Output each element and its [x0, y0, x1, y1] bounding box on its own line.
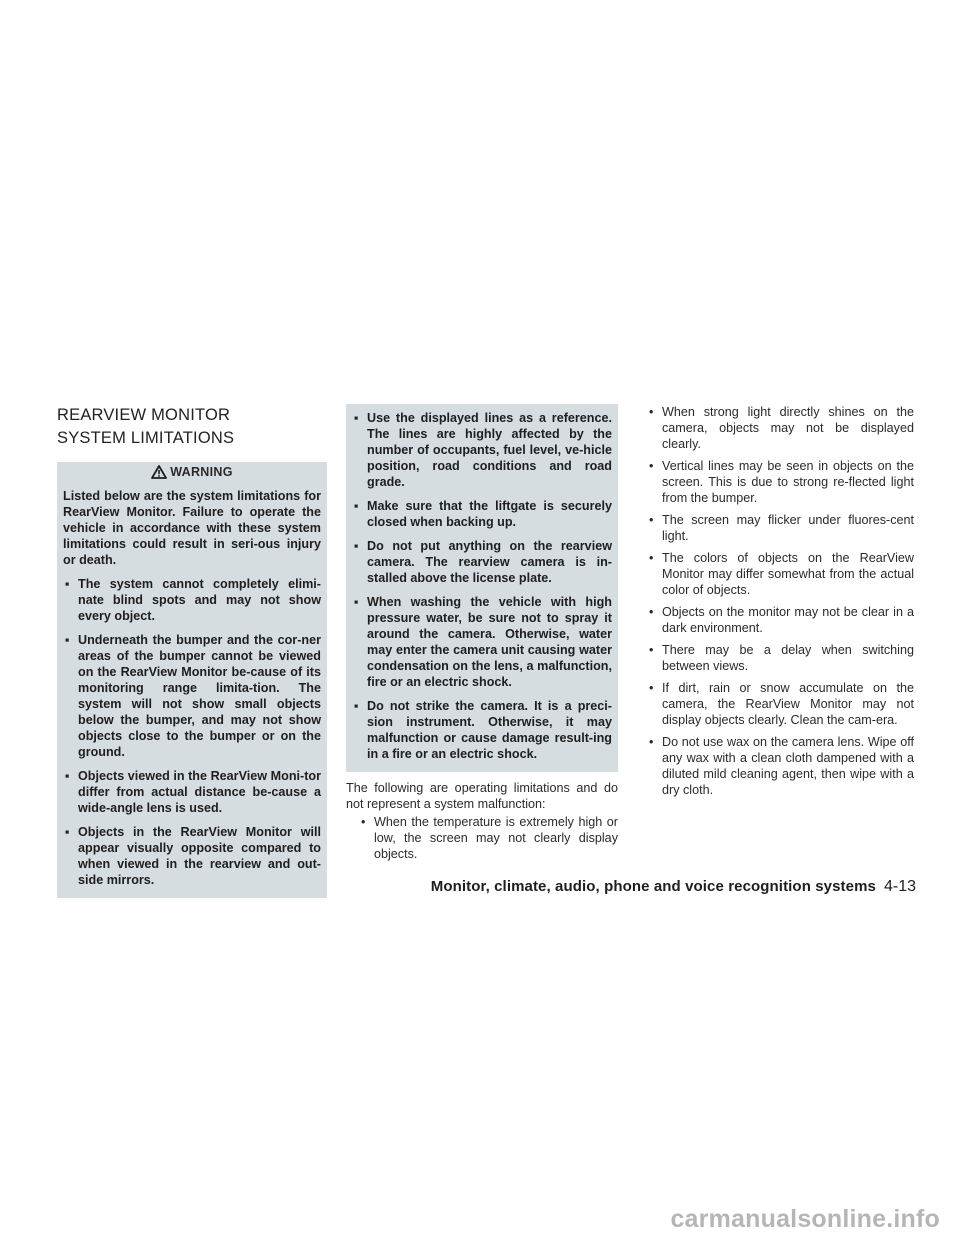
- warning-triangle-icon: [151, 465, 167, 479]
- warning-item: ▪ Make sure that the liftgate is securely closed when backing up.: [354, 499, 612, 529]
- warning-item: ▪ Do not strike the camera. It is a preci-sion instrument. Otherwise, it may malfunction or cause damage result-ing in a fire or an electric shock.: [354, 699, 612, 761]
- warning-title: WARNING: [170, 465, 233, 479]
- limitation-item: • The screen may flicker under fluores-cent light.: [649, 513, 914, 543]
- warning-item: ▪ Use the displayed lines as a reference. The lines are highly affected by the number of occupants, fuel level, ve-hicle position, road conditions and road grade.: [354, 411, 612, 489]
- watermark: carmanualsonline.info: [670, 1204, 940, 1233]
- limitation-item: • There may be a delay when switching between views.: [649, 643, 914, 673]
- limitation-item: • When the temperature is extremely high or low, the screen may not clearly display objects.: [361, 815, 618, 861]
- warning-item: ▪ The system cannot completely elimi-nate blind spots and may not show every object.: [65, 577, 321, 623]
- limitations-intro: The following are operating limitations and do not represent a system malfunction:: [346, 781, 618, 811]
- section-title: REARVIEW MONITOR SYSTEM LIMITATIONS: [57, 406, 235, 447]
- column-left: [57, 404, 327, 898]
- page-footer: [431, 878, 916, 896]
- warning-box-continued: [346, 404, 618, 772]
- warning-header: [63, 462, 321, 482]
- warning-item: ▪ Objects viewed in the RearView Moni-tor differ from actual distance be-cause a wide-angle lens is used.: [65, 769, 321, 815]
- limitation-item: • If dirt, rain or snow accumulate on the camera, the RearView Monitor may not display objects clearly. Clean the cam-era.: [649, 681, 914, 727]
- column-middle: [346, 404, 618, 868]
- warning-item: ▪ Underneath the bumper and the cor-ner areas of the bumper cannot be viewed on the RearView Monitor be-cause of its monitoring range limita-tion. The system will not show small objects below the bumper, and may not show objects close to the bumper or on the ground.: [65, 633, 321, 759]
- warning-item: ▪ Do not put anything on the rearview camera. The rearview camera is in-stalled above the license plate.: [354, 539, 612, 585]
- warning-intro: Listed below are the system limitations for RearView Monitor. Failure to operate the vehicle in accordance with these system limitations could result in seri-ous injury or death.: [63, 489, 321, 567]
- column-right: [644, 404, 914, 804]
- warning-box: [57, 462, 327, 898]
- footer-chapter: Monitor, climate, audio, phone and voice recognition systems: [430, 878, 876, 895]
- warning-item: ▪ Objects in the RearView Monitor will appear visually opposite compared to when viewed in the rearview and out-side mirrors.: [65, 825, 321, 887]
- page-number: 4-13: [883, 878, 916, 895]
- limitation-item: • Vertical lines may be seen in objects on the screen. This is due to strong re-flected light from the bumper.: [649, 459, 914, 505]
- limitation-item: • Do not use wax on the camera lens. Wipe off any wax with a clean cloth dampened with a diluted mild cleaning agent, then wipe with a dry cloth.: [649, 735, 914, 797]
- limitation-item: • The colors of objects on the RearView Monitor may differ somewhat from the actual color of objects.: [649, 551, 914, 597]
- warning-item: ▪ When washing the vehicle with high pressure water, be sure not to spray it around the camera. Otherwise, water may enter the camera unit causing water condensation on the lens, a malfunction, fire or an electric shock.: [354, 595, 612, 689]
- limitation-item: • Objects on the monitor may not be clear in a dark environment.: [649, 605, 914, 635]
- limitation-item: • When strong light directly shines on the camera, objects may not be displayed clearly.: [649, 405, 914, 451]
